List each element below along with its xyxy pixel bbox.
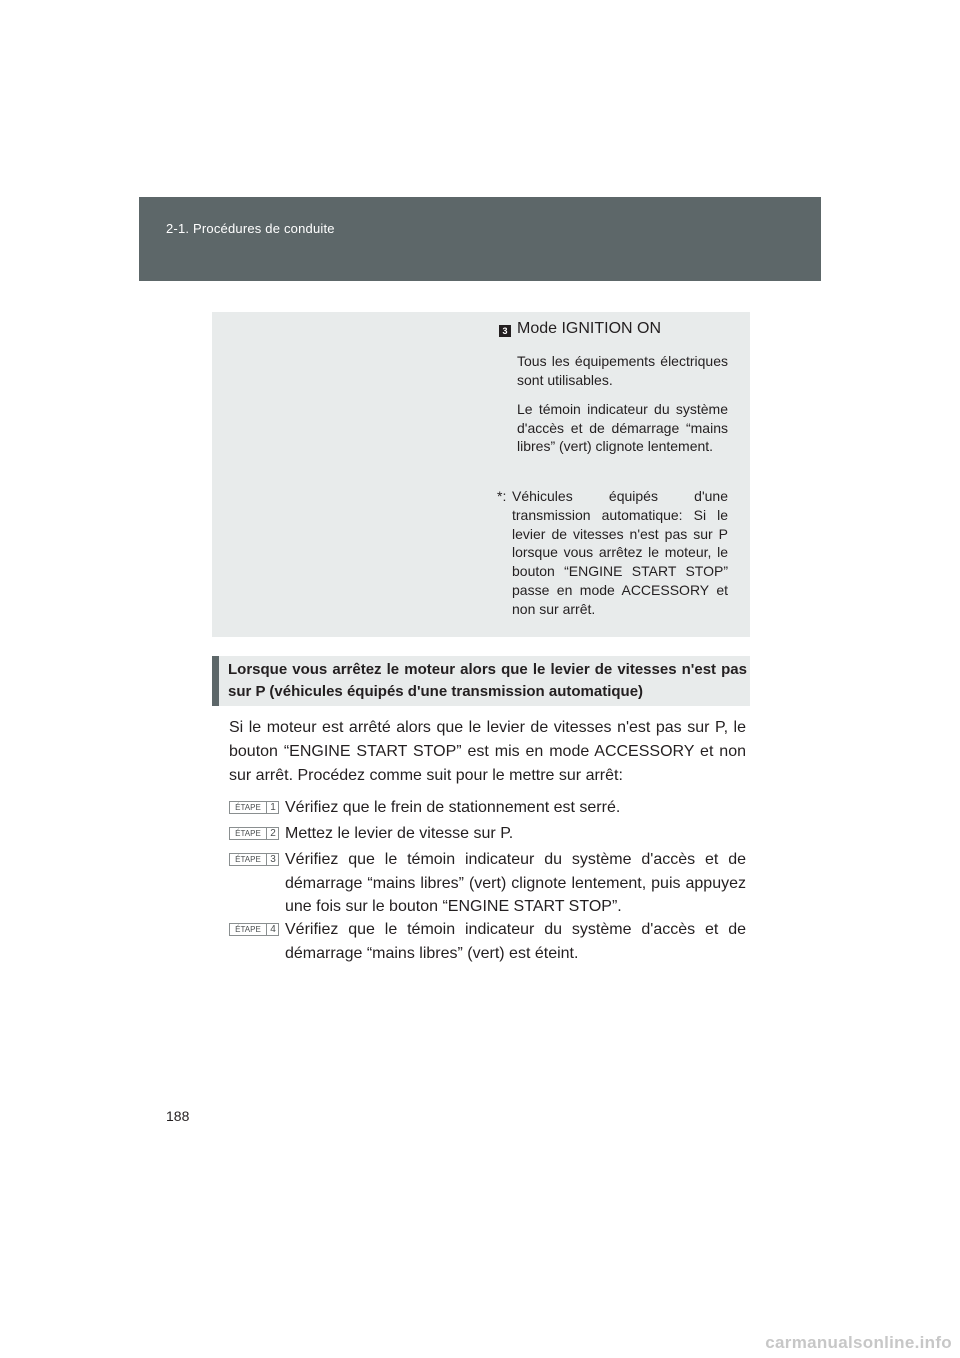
- footnote-marker: *:: [497, 488, 507, 504]
- mode-number-badge: 3: [499, 325, 511, 337]
- step-tag: [229, 853, 279, 866]
- step-tag: [229, 801, 279, 814]
- footnote-text: Véhicules équipés d'une transmission automatique: Si le levier de vitesses n'est pas sur P lorsque vous arrêtez le moteur, le bouton “ENGINE START STOP” passe en mode ACCESSORY et non sur arrêt.: [512, 488, 728, 617]
- page-number: 188: [166, 1108, 190, 1124]
- section-heading: Lorsque vous arrêtez le moteur alors que le levier de vitesses n'est pas sur P (véhicules équipés d'une transmission automatique): [228, 661, 747, 700]
- intro-paragraph: Si le moteur est arrêté alors que le levier de vitesses n'est pas sur P, le bouton “ENGINE START STOP” est mis en mode ACCESSORY et non sur arrêt. Procédez comme suit pour le mettre sur arrêt:: [229, 719, 746, 784]
- mode-title: Mode IGNITION ON: [517, 320, 662, 337]
- watermark: carmanualsonline.info: [765, 1333, 952, 1352]
- step-tag-number: 4: [266, 924, 279, 935]
- step-text: Vérifiez que le témoin indicateur du système d'accès et de démarrage “mains libres” (vert) est éteint.: [285, 921, 746, 962]
- section-title: 2-1. Procédures de conduite: [166, 221, 335, 236]
- info-paragraph-2: Le témoin indicateur du système d'accès et de démarrage “mains libres” (vert) clignote lentement.: [517, 401, 728, 454]
- step-1: [229, 796, 746, 820]
- step-text: Vérifiez que le témoin indicateur du système d'accès et de démarrage “mains libres” (vert) clignote lentement, puis appuyez une fois sur le bouton “ENGINE START STOP”.: [285, 851, 746, 915]
- step-2: [229, 822, 746, 846]
- heading-accent-bar: [212, 656, 219, 706]
- step-text: Vérifiez que le frein de stationnement est serré.: [285, 799, 621, 816]
- step-tag-number: 3: [266, 854, 279, 865]
- step-tag-label: ÉTAPE: [235, 829, 261, 838]
- section-heading-box: [212, 656, 750, 706]
- step-tag-label: ÉTAPE: [235, 925, 261, 934]
- step-4: [229, 918, 746, 965]
- step-tag: [229, 827, 279, 840]
- info-paragraph-1: Tous les équipements électriques sont utilisables.: [517, 353, 728, 388]
- step-text: Mettez le levier de vitesse sur P.: [285, 825, 514, 842]
- step-tag-label: ÉTAPE: [235, 803, 261, 812]
- step-tag-number: 1: [266, 802, 279, 813]
- section-header-bar: [139, 197, 821, 281]
- step-tag: [229, 923, 279, 936]
- step-3: [229, 848, 746, 919]
- step-tag-label: ÉTAPE: [235, 855, 261, 864]
- footnote: [497, 487, 728, 619]
- step-tag-number: 2: [266, 828, 279, 839]
